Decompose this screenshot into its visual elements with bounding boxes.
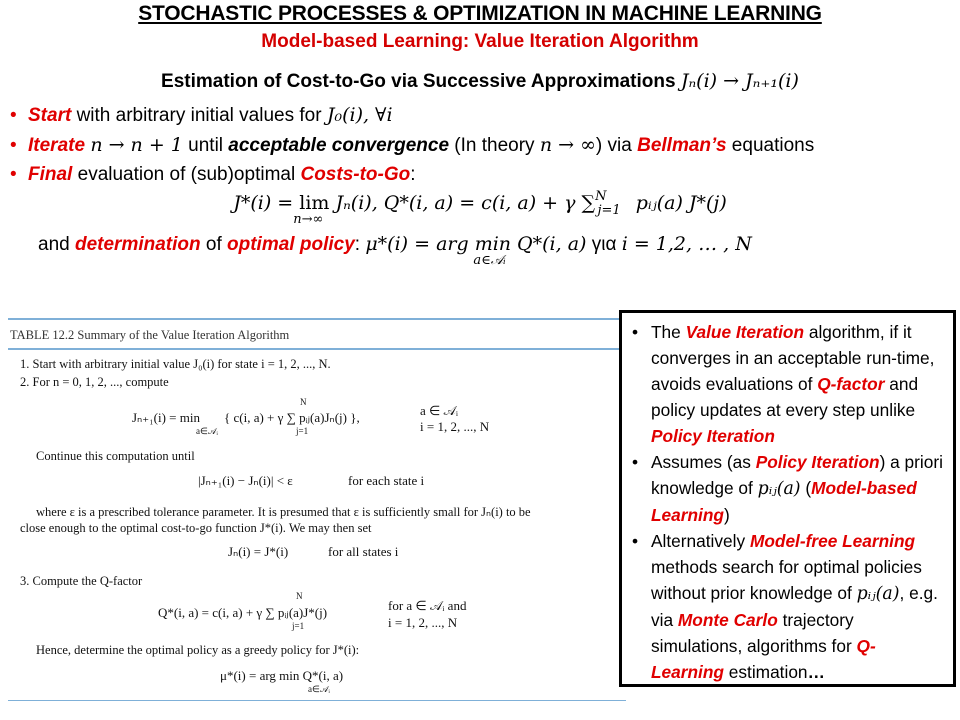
bullet-iterate-text1: until — [182, 135, 229, 156]
note2-t2: ) a priori knowledge of — [651, 452, 943, 498]
bullet-iterate-text3: ) via — [595, 135, 638, 156]
bullet-start-text: with arbitrary initial values for — [71, 105, 327, 126]
eq1-mid: Jₙ(i), Q*(i, a) = c(i, a) + γ ∑ — [329, 192, 596, 214]
table-bottom-rule — [8, 700, 626, 701]
table-formula-3: Jₙ(i) = J*(i) — [228, 544, 289, 559]
eq1-sum-top: N — [595, 189, 607, 204]
table-formula-4: Q*(i, a) = c(i, a) + γ ∑ pᵢⱼ(a)J*(j) — [158, 605, 328, 620]
table-formula-3-cond: for all states i — [328, 544, 399, 559]
eq1-lim — [293, 192, 330, 227]
slide-subtitle: Model-based Learning: Value Iteration Algorithm — [261, 31, 699, 52]
table-formula-5-under: a∈𝒜ᵢ — [308, 684, 330, 694]
bullet-iterate-em: Iterate — [28, 135, 86, 156]
table-formula-1-lhs: Jₙ₊₁(i) = min — [132, 410, 200, 425]
note1-t3: and policy updates at every step unlike — [651, 374, 919, 420]
bullet-final-text2: : — [410, 164, 416, 185]
notes-item-model-free — [632, 528, 947, 685]
eq2-text4: για — [586, 234, 622, 255]
section-heading-text: Estimation of Cost-to-Go via Successive Approximations — [161, 71, 676, 92]
eq2-under: a∈𝒜ᵢ — [473, 253, 506, 268]
note3-t5: estimation — [723, 662, 808, 682]
note2-t1: Assumes (as — [651, 452, 756, 472]
table-step-2: 2. For n = 0, 1, 2, ..., compute — [20, 375, 169, 389]
bullet-final-em2: Costs-to-Go — [300, 164, 411, 185]
note1-e2: Q-factor — [817, 374, 885, 394]
note2-e1: Policy Iteration — [755, 452, 880, 472]
table-caption: TABLE 12.2 Summary of the Value Iteration Algorithm — [10, 328, 290, 342]
note1-t2: algorithm, if it converges in an acceptable run-time, avoids evaluations of — [651, 322, 935, 394]
table-top-rule — [8, 318, 626, 320]
note3-t2: methods search for optimal policies without prior knowledge of — [651, 557, 922, 603]
bullet-iterate-bold: acceptable convergence — [228, 135, 450, 156]
section-heading — [0, 70, 960, 93]
note1-e3: Policy Iteration — [651, 426, 775, 446]
optimal-policy-line — [38, 233, 752, 268]
bullet-iterate-math2: n → ∞ — [539, 134, 596, 156]
bullet-dot: • — [10, 105, 17, 126]
notes-item-assumes — [632, 449, 947, 528]
eq2-text2: of — [200, 234, 228, 255]
eq1-sum-bottom: j=1 — [597, 203, 621, 218]
note1-e1: Value Iteration — [685, 322, 805, 342]
table-formula-1-sum-bottom: j=1 — [296, 426, 309, 436]
note2-t4: ) — [723, 505, 730, 525]
note3-m1: pᵢⱼ(a) — [856, 584, 900, 604]
bellman-equation — [0, 189, 960, 227]
note2-e2: Model-based Learning — [651, 478, 917, 525]
table-hence-text: Hence, determine the optimal policy as a greedy policy for J*(i): — [36, 643, 360, 657]
note3-t3: , e.g. via — [651, 583, 938, 630]
note2-m1: pᵢⱼ(a) — [757, 479, 801, 499]
bullet-final-text: evaluation of (sub)optimal — [72, 164, 301, 185]
table-formula-2: |Jₙ₊₁(i) − Jₙ(i)| < ε — [198, 473, 293, 488]
note3-e2: Monte Carlo — [677, 610, 778, 630]
bullet-start-math: J₀(i), ∀i — [326, 104, 393, 126]
eq2-math — [365, 233, 587, 268]
table-formula-1-cond-2: i = 1, 2, ..., N — [420, 419, 490, 434]
bullet-iterate-text4: equations — [726, 135, 815, 156]
note1-t1: The — [651, 322, 686, 342]
table-where-line-1: where ε is a prescribed tolerance parameter. It is presumed that ε is sufficiently small for Jₙ(i) to be — [36, 505, 531, 519]
bullet-iterate — [10, 134, 814, 157]
note3-t6: … — [807, 662, 825, 682]
eq1-rhs: pᵢⱼ(a) J*(j) — [629, 192, 727, 214]
note2-t3: ( — [800, 478, 812, 498]
bullet-dot: • — [10, 135, 17, 156]
table-where-line-2: close enough to the optimal cost-to-go function J*(i). We may then set — [20, 521, 372, 535]
eq2-math-text: μ*(i) = arg min Q*(i, a) — [365, 233, 587, 255]
table-formula-4-sum-bottom: j=1 — [292, 621, 305, 631]
table-formula-1-cond-1: a ∈ 𝒜ᵢ — [420, 403, 459, 418]
table-continue-text: Continue this computation until — [36, 449, 195, 463]
eq1-lim-under: n→∞ — [293, 212, 324, 227]
bullet-start-em: Start — [28, 105, 72, 126]
table-formula-1-sum-top: N — [300, 397, 307, 407]
eq1-lim-text: lim — [299, 192, 330, 214]
notes-item-value-iteration — [632, 319, 947, 449]
table-step-3: 3. Compute the Q-factor — [20, 574, 143, 588]
bullet-start — [10, 104, 393, 127]
table-formula-2-cond: for each state i — [348, 473, 425, 488]
bullet-iterate-text2: (In theory — [449, 135, 540, 156]
notes-list — [622, 313, 953, 685]
bullet-iterate-math1: n → n + 1 — [90, 134, 183, 156]
table-formula-4-sum-top: N — [296, 591, 303, 601]
table-formula-4-cond-2: i = 1, 2, ..., N — [388, 615, 458, 630]
table-step-1: 1. Start with arbitrary initial value J₀(i) for state i = 1, 2, ..., N. — [20, 357, 331, 371]
note3-t4: trajectory simulations, algorithms for — [651, 610, 857, 656]
eq2-em1: determination — [74, 234, 201, 255]
bullet-iterate-em2: Bellman’s — [637, 135, 727, 156]
eq1-lhs: J*(i) = — [233, 192, 300, 214]
section-heading-math: Jₙ(i) → Jₙ₊₁(i) — [680, 70, 799, 92]
value-iteration-table — [8, 318, 626, 703]
table-formula-1-under: a∈𝒜ᵢ — [196, 426, 218, 436]
bullet-dot: • — [10, 164, 17, 185]
eq2-text3: : — [354, 234, 366, 255]
eq2-math2: i = 1,2, … , N — [621, 233, 752, 255]
table-formula-5: μ*(i) = arg min Q*(i, a) — [220, 668, 344, 683]
eq2-text1: and — [38, 234, 75, 255]
bullet-final-em: Final — [28, 164, 73, 185]
table-formula-1-body: { c(i, a) + γ ∑ pᵢⱼ(a)Jₙ(j) }, — [224, 410, 360, 425]
slide-title: STOCHASTIC PROCESSES & OPTIMIZATION IN MACHINE LEARNING — [138, 2, 822, 25]
table-caption-rule — [8, 348, 626, 350]
note3-e1: Model-free Learning — [749, 531, 916, 551]
notes-box — [619, 310, 956, 687]
note3-t1: Alternatively — [651, 531, 750, 551]
eq2-em2: optimal policy — [227, 234, 355, 255]
table-formula-4-cond-1: for a ∈ 𝒜ᵢ and — [388, 598, 467, 613]
bullet-final — [10, 164, 416, 186]
note3-e3: Q-Learning — [651, 636, 876, 682]
